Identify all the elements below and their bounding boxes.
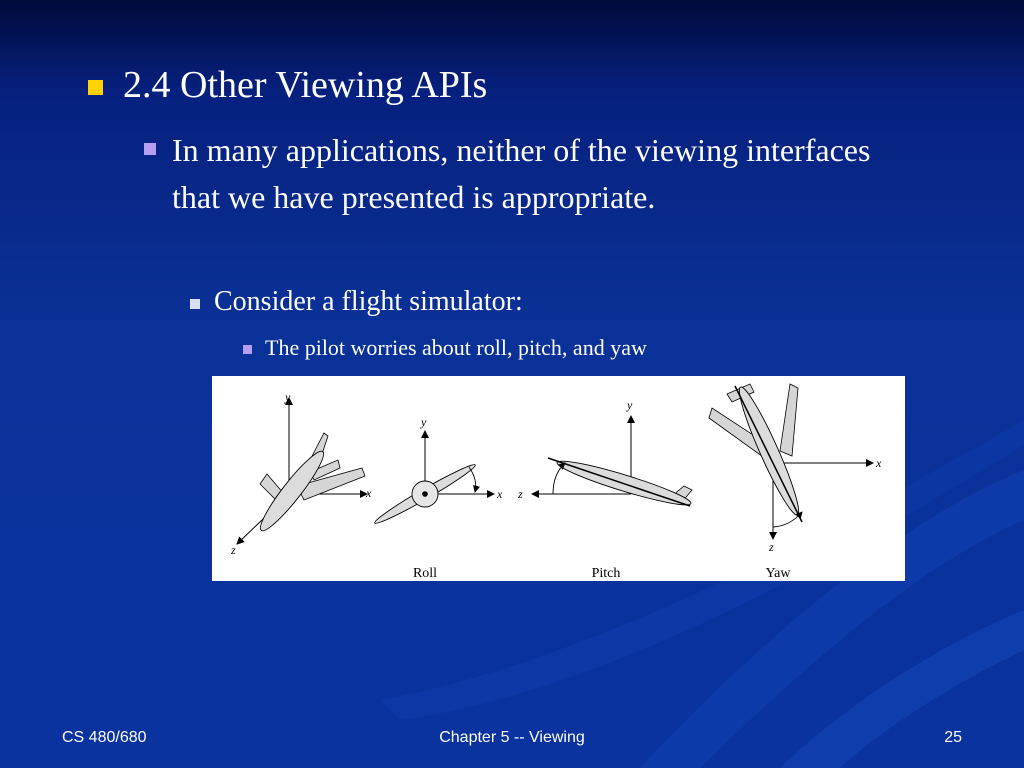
slide-heading: 2.4 Other Viewing APIs: [123, 64, 488, 106]
roll-pitch-yaw-figure: [212, 376, 905, 581]
bullet-square-icon: [243, 345, 252, 354]
footer-page-number: 25: [944, 729, 962, 746]
sub-sub-bullet-text: The pilot worries about roll, pitch, and yaw: [265, 335, 647, 360]
aircraft-axes-diagram: [230, 390, 372, 557]
roll-diagram: [372, 415, 503, 581]
pitch-axis-label-y: y: [627, 398, 633, 412]
axis-label-x: x: [366, 486, 372, 500]
roll-caption: Roll: [412, 566, 438, 581]
bullet-square-icon: [190, 299, 200, 309]
bullet-square-icon: [144, 143, 156, 155]
yaw-caption: Yaw: [765, 566, 791, 581]
sub-bullet-text: Consider a flight simulator:: [214, 286, 523, 317]
pitch-caption: Pitch: [591, 566, 621, 581]
axis-label-z: z: [231, 543, 236, 557]
footer-course: CS 480/680: [62, 729, 147, 746]
roll-axis-label-y: y: [421, 415, 427, 429]
sub-sub-bullet: [243, 334, 647, 362]
pitch-axis-label-z: z: [518, 487, 523, 501]
yaw-diagram: [709, 383, 882, 581]
main-bullet: [144, 127, 924, 221]
yaw-axis-label-x: x: [876, 456, 882, 470]
bullet-square-icon: [88, 80, 103, 95]
main-bullet-text: In many applications, neither of the viewing interfaces that we have presented is appropriate.: [172, 132, 871, 215]
pitch-diagram: [517, 398, 693, 581]
axis-label-y: y: [285, 390, 291, 404]
footer-chapter: Chapter 5 -- Viewing: [439, 729, 585, 746]
roll-axis-label-x: x: [497, 487, 503, 501]
heading-bullet: [88, 62, 487, 108]
yaw-axis-label-z: z: [769, 540, 774, 554]
sub-bullet: [190, 284, 523, 320]
